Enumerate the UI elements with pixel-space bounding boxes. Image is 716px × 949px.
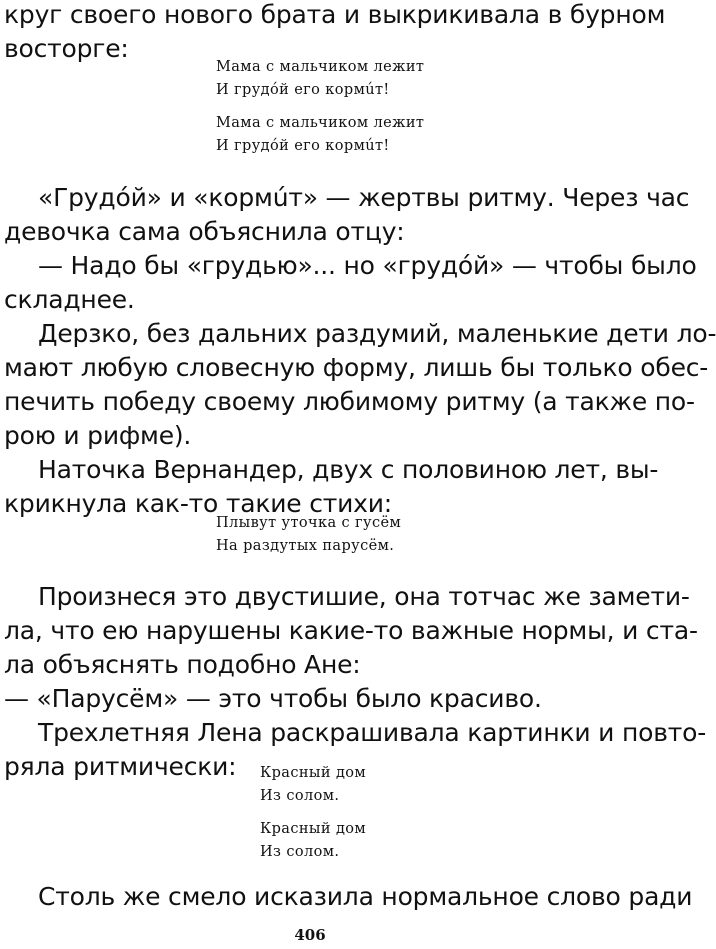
poem-line: И грудóй его кормúт! bbox=[216, 138, 390, 154]
paragraph-line: печить победу своему любимому ритму (а также по- bbox=[4, 387, 695, 416]
paragraph-line: рою и рифме). bbox=[4, 421, 192, 450]
paragraph-line: «Грудóй» и «кормúт» — жертвы ритму. Через час bbox=[38, 183, 690, 212]
paragraph-line: крикнула как-то такие стихи: bbox=[4, 489, 393, 518]
paragraph-line: ла, что ею нарушены какие-то важные нормы, и ста- bbox=[4, 616, 698, 645]
paragraph-line: Столь же смело исказила нормальное слово ради bbox=[38, 882, 693, 911]
poem-stanza bbox=[260, 818, 366, 864]
poem-line: Плывут уточка с гусём bbox=[216, 515, 402, 531]
poem-stanza bbox=[216, 112, 424, 158]
paragraph-line: круг своего нового брата и выкрикивала в бурном bbox=[4, 0, 666, 29]
paragraph-line: — Надо бы «грудью»... но «грудóй» — чтобы было bbox=[38, 251, 697, 280]
poem-stanza bbox=[216, 56, 424, 102]
poem-line: Из солом. bbox=[260, 788, 340, 804]
paragraph-line: мают любую словесную форму, лишь бы только обес- bbox=[4, 353, 709, 382]
paragraph-line: ла объяснять подобно Ане: bbox=[4, 650, 361, 679]
paragraph-line: Произнеся это двустишие, она тотчас же замети- bbox=[38, 582, 690, 611]
poem-line: Красный дом bbox=[260, 765, 367, 781]
poem-line: Мама с мальчиком лежит bbox=[216, 59, 425, 75]
poem-line: И грудóй его кормúт! bbox=[216, 82, 390, 98]
poem-stanza bbox=[216, 512, 401, 558]
paragraph-line: Наточка Вернандер, двух с половиною лет, вы- bbox=[38, 455, 659, 484]
poem-line: На раздутых парусём. bbox=[216, 538, 395, 554]
paragraph-line: девочка сама объяснила отцу: bbox=[4, 217, 405, 246]
poem-line: Из солом. bbox=[260, 844, 340, 860]
paragraph-line: Трехлетняя Лена раскрашивала картинки и повто- bbox=[38, 718, 707, 747]
paragraph-line: — «Парусём» — это чтобы было красиво. bbox=[4, 684, 542, 713]
paragraph-line: складнее. bbox=[4, 285, 135, 314]
poem-stanza bbox=[260, 762, 366, 808]
poem-line: Красный дом bbox=[260, 821, 367, 837]
paragraph-line: восторге: bbox=[4, 34, 129, 63]
poem-line: Мама с мальчиком лежит bbox=[216, 115, 425, 131]
paragraph-line: Дерзко, без дальних раздумий, маленькие дети ло- bbox=[38, 319, 716, 348]
page-number: 406 bbox=[294, 926, 326, 944]
paragraph-line: ряла ритмически: bbox=[4, 752, 237, 781]
